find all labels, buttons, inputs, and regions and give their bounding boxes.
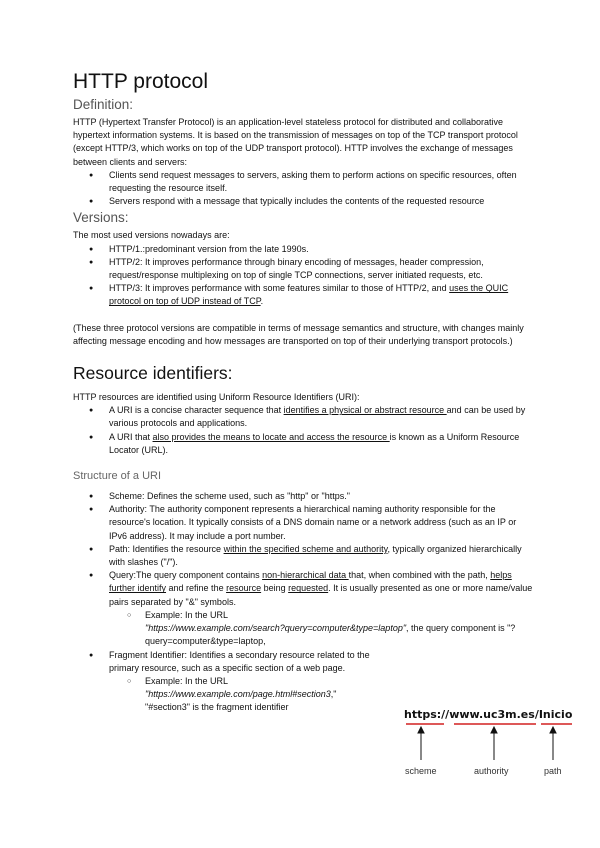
list-item bbox=[109, 431, 533, 457]
list-item bbox=[145, 675, 399, 715]
underlined-text: helps further identify bbox=[109, 570, 512, 594]
underlined-text: requested bbox=[288, 583, 329, 594]
scheme-arrowhead bbox=[418, 727, 424, 733]
document-body bbox=[73, 70, 533, 715]
definition-paragraph: HTTP (Hypertext Transfer Protocol) is an application-level stateless protocol for distributed and collaborative hypertext information systems. It is based on the transmission of messages on top of the TCP transport protocol (except HTTP/3, which works on top of the UDP transport protocol). HTTP involves the exchange of messages between clients and servers: bbox=[73, 117, 518, 167]
path-label: path bbox=[544, 766, 562, 776]
example-label: Example: In the URL bbox=[145, 675, 229, 686]
underlined-text: non-hierarchical data bbox=[262, 570, 349, 581]
list-item-text: is known as a Uniform Resource Locator (URL). bbox=[109, 431, 520, 455]
list-item: ● Authority: The authority component represents a hierarchical naming authority responsible for the resource's location. It typically consists of a DNS domain name or a network address (such as an IP or IPv6 address). It may include a port number. bbox=[109, 503, 533, 543]
figure-url: https://www.uc3m.es/Inicio bbox=[404, 708, 573, 721]
list-item-text: A URI that bbox=[109, 431, 153, 442]
list-item bbox=[109, 543, 533, 569]
list-item bbox=[145, 609, 533, 649]
resources-intro: HTTP resources are identified using Uniform Resource Identifiers (URI): bbox=[73, 392, 360, 403]
fragment-example-list bbox=[109, 675, 399, 715]
underlined-text: also provides the means to locate and access the resource bbox=[152, 431, 390, 442]
authority-label: authority bbox=[474, 766, 509, 776]
list-item bbox=[109, 569, 533, 648]
list-item-text: and can be used by various protocols and applications. bbox=[109, 405, 526, 429]
definition-heading: Definition: bbox=[73, 97, 134, 112]
list-item-text: . It is usually presented as one or more name/value pairs separated by "&" symbols. bbox=[109, 583, 533, 607]
list-item: ● Servers respond with a message that typically includes the contents of the requested resource bbox=[109, 195, 533, 208]
page-title: HTTP protocol bbox=[73, 70, 208, 93]
list-item: ● HTTP/1.:predominant version from the late 1990s. bbox=[109, 243, 533, 256]
list-item bbox=[109, 649, 399, 715]
structure-list bbox=[73, 490, 533, 714]
path-arrowhead bbox=[550, 727, 556, 733]
list-item-text: Fragment Identifier: Identifies a secondary resource related to the primary resource, such as a specific section of a web page. bbox=[109, 649, 370, 673]
underlined-text: identifies a physical or abstract resource bbox=[283, 405, 447, 416]
example-text: , the query component is "?query=computer&type=laptop, bbox=[145, 623, 516, 647]
resources-list bbox=[73, 404, 533, 457]
list-item-text: Path: Identifies the resource bbox=[109, 543, 224, 554]
list-item-text: Query:The query component contains bbox=[109, 570, 263, 581]
list-item: ● Clients send request messages to servers, asking them to perform actions on specific resources, often requesting the resource itself. bbox=[109, 169, 533, 195]
url-structure-figure bbox=[404, 708, 584, 783]
underlined-text: uses the QUIC protocol on top of UDP instead of TCP bbox=[109, 283, 509, 307]
versions-intro: The most used versions nowadays are: bbox=[73, 230, 230, 241]
list-item bbox=[109, 282, 533, 308]
underlined-text: resource bbox=[226, 583, 262, 594]
scheme-label: scheme bbox=[405, 766, 437, 776]
list-item-text: and refine the bbox=[166, 583, 227, 594]
query-example-list bbox=[109, 609, 533, 649]
list-item bbox=[109, 404, 533, 430]
list-item-text: . bbox=[260, 296, 264, 307]
versions-list bbox=[73, 243, 533, 309]
example-url: "https://www.example.com/page.html#section3 bbox=[145, 689, 331, 700]
list-item-text: HTTP/3: It improves performance with some features similar to those of HTTP/2, and bbox=[109, 283, 450, 294]
list-item: ● HTTP/2: It improves performance through binary encoding of messages, header compression, request/response multiplexing on top of single TCP connections, server initiated requests, etc. bbox=[109, 256, 533, 282]
authority-arrowhead bbox=[491, 727, 497, 733]
example-text: ," bbox=[330, 689, 337, 700]
resource-identifiers-heading: Resource identifiers: bbox=[73, 363, 233, 384]
definition-list bbox=[73, 169, 533, 209]
example-text: "#section3" is the fragment identifier bbox=[145, 702, 289, 713]
list-item: ● Scheme: Defines the scheme used, such as "http" or "https." bbox=[109, 490, 533, 503]
structure-heading: Structure of a URI bbox=[73, 470, 162, 483]
versions-note: (These three protocol versions are compatible in terms of message semantics and structure, with changes mainly affecting message encoding and how messages are transported on top of their underlying transport protocols.) bbox=[73, 322, 524, 346]
list-item-text: A URI is a concise character sequence that bbox=[109, 405, 284, 416]
underlined-text: within the specified scheme and authority bbox=[223, 543, 388, 554]
list-item-text: that, when combined with the path, bbox=[348, 570, 491, 581]
example-label: Example: In the URL bbox=[145, 609, 229, 620]
example-url: "https://www.example.com/search?query=computer&type=laptop" bbox=[145, 623, 407, 634]
versions-heading: Versions: bbox=[73, 210, 129, 226]
list-item-text: , typically organized hierarchically with slashes ("/"). bbox=[109, 543, 522, 568]
list-item-text: being bbox=[261, 583, 289, 594]
